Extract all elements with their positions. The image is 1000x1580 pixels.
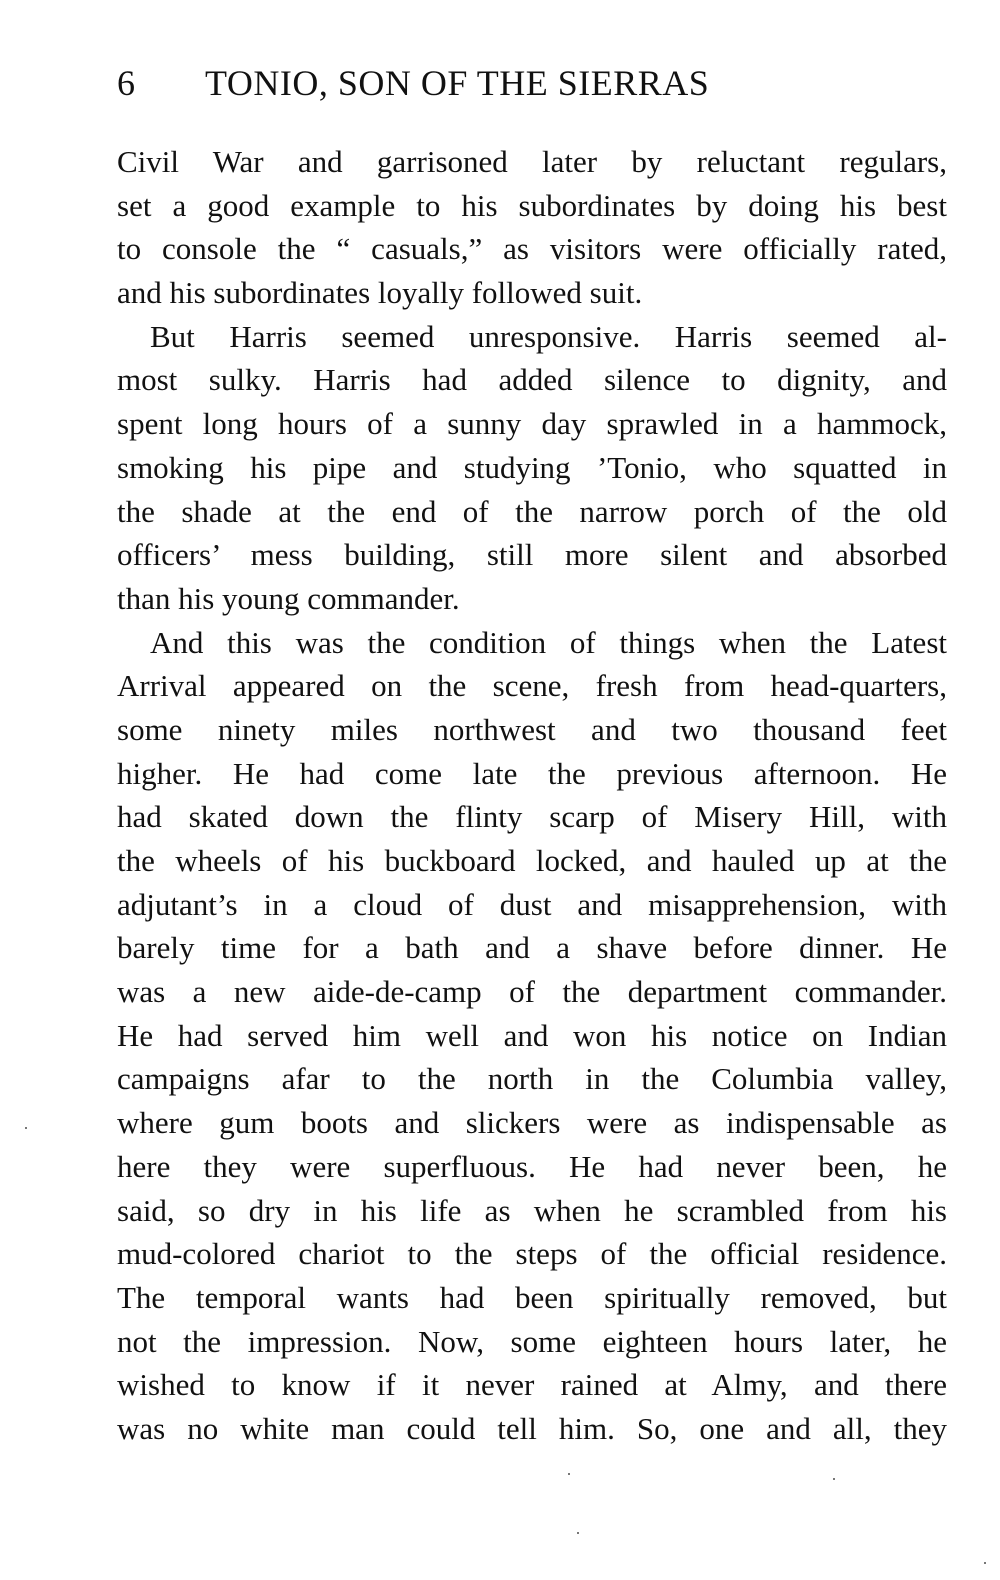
print-speck bbox=[25, 1127, 27, 1129]
text-line: adjutant’s in a cloud of dust and misapprehension, with bbox=[117, 886, 947, 922]
text-line: mud-colored chariot to the steps of the official residence. bbox=[117, 1236, 947, 1272]
text-line: not the impression. Now, some eighteen hours later, he bbox=[117, 1323, 947, 1359]
text-line: set a good example to his subordinates by doing his best bbox=[117, 187, 947, 223]
paragraph-first-line: But Harris seemed unresponsive. Harris seemed al- bbox=[150, 318, 947, 354]
text-line: had skated down the flinty scarp of Misery Hill, with bbox=[117, 799, 947, 835]
print-speck bbox=[577, 1532, 579, 1534]
text-line: said, so dry in his life as when he scrambled from his bbox=[117, 1192, 947, 1228]
print-speck bbox=[568, 1473, 570, 1475]
text-line: some ninety miles northwest and two thousand feet bbox=[117, 711, 947, 747]
text-line: was no white man could tell him. So, one and all, they bbox=[117, 1410, 947, 1446]
text-line: to console the “ casuals,” as visitors were officially rated, bbox=[117, 231, 947, 267]
print-speck bbox=[833, 1478, 835, 1480]
text-line: Arrival appeared on the scene, fresh from head-quarters, bbox=[117, 668, 947, 704]
page-number: 6 bbox=[117, 63, 136, 103]
text-line: officers’ mess building, still more silent and absorbed bbox=[117, 537, 947, 573]
text-line: wished to know if it never rained at Almy, and there bbox=[117, 1367, 947, 1403]
text-line: the wheels of his buckboard locked, and hauled up at the bbox=[117, 843, 947, 878]
text-line: He had served him well and won his notice on Indian bbox=[117, 1017, 947, 1053]
paragraph-end-line: than his young commander. bbox=[117, 580, 460, 616]
text-line: Civil War and garrisoned later by reluctant regulars, bbox=[117, 144, 947, 179]
text-line: the shade at the end of the narrow porch of the old bbox=[117, 493, 947, 529]
running-title: TONIO, SON OF THE SIERRAS bbox=[205, 63, 710, 103]
running-head bbox=[117, 58, 947, 108]
text-line: The temporal wants had been spiritually removed, but bbox=[117, 1279, 947, 1315]
body-text bbox=[117, 140, 947, 1451]
text-line: smoking his pipe and studying ’Tonio, who squatted in bbox=[117, 449, 947, 485]
text-line: here they were superfluous. He had never been, he bbox=[117, 1148, 947, 1184]
text-line: campaigns afar to the north in the Columbia valley, bbox=[117, 1061, 947, 1097]
paragraph-first-line: And this was the condition of things when the Latest bbox=[150, 624, 947, 660]
text-line: most sulky. Harris had added silence to dignity, and bbox=[117, 362, 947, 398]
text-line: was a new aide-de-camp of the department commander. bbox=[117, 974, 947, 1010]
text-line: higher. He had come late the previous afternoon. He bbox=[117, 755, 947, 791]
text-line: where gum boots and slickers were as indispensable as bbox=[117, 1105, 947, 1141]
print-speck bbox=[984, 1562, 986, 1564]
paragraph-end-line: and his subordinates loyally followed suit. bbox=[117, 275, 643, 311]
text-line: barely time for a bath and a shave before dinner. He bbox=[117, 930, 947, 966]
text-line: spent long hours of a sunny day sprawled in a hammock, bbox=[117, 406, 947, 442]
